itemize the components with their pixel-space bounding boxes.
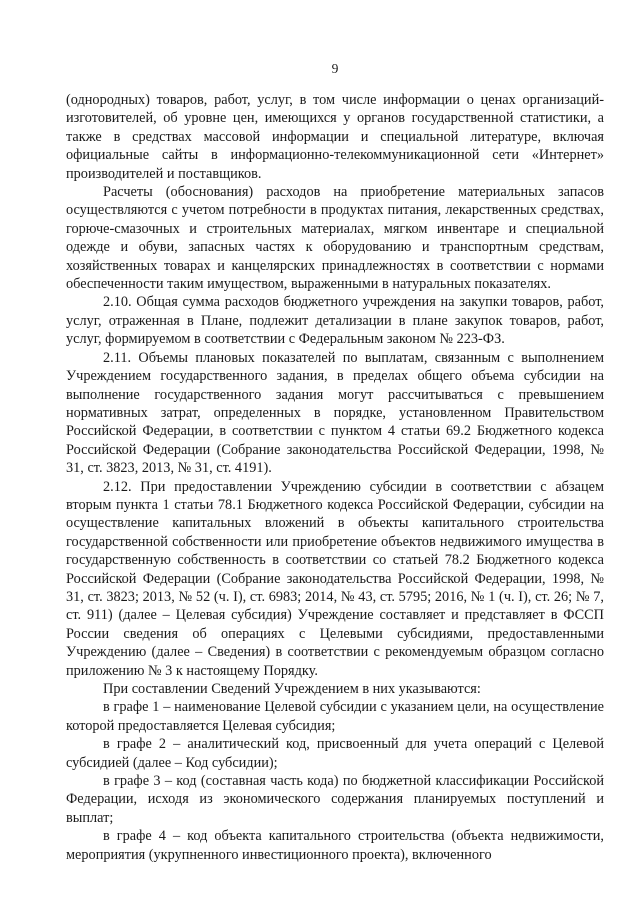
paragraph: Расчеты (обоснования) расходов на приобретение материальных запасов осуществляются с учетом потребности в продуктах питания, лекарственных средствах, горюче-смазочных и строительных материалах, мягком инвентаре и специальной одежде и обуви, запасных частях к оборудованию и транспортным средствам, хозяйственных товарах и канцелярских принадлежностях в соответствии с нормами обеспеченности таким имуществом, выраженными в натуральных показателях. <box>66 184 604 293</box>
paragraph: в графе 1 – наименование Целевой субсидии с указанием цели, на осуществление которой предоставляется Целевая субсидия; <box>66 699 604 734</box>
paragraph: в графе 3 – код (составная часть кода) по бюджетной классификации Российской Федерации, исходя из экономического содержания планируемых поступлений и выплат; <box>66 773 604 826</box>
paragraph: 2.10. Общая сумма расходов бюджетного учреждения на закупки товаров, работ, услуг, отраженная в Плане, подлежит детализации в плане закупок товаров, работ, услуг, формируемом в соответствии с Федеральным законом № 223-ФЗ. <box>66 294 604 348</box>
page-number: 9 <box>331 61 339 76</box>
paragraph: 2.11. Объемы плановых показателей по выплатам, связанным с выполнением Учреждением государственного задания, в пределах общего объема субсидии на выполнение государственного задания могут рассчитываться с превышением нормативных затрат, определенных в порядке, установленном Правительством Российской Федерации, в соответствии с пунктом 4 статьи 69.2 Бюджетного кодекса Российской Федерации (Собрание законодательства Российской Федерации, 1998, № 31, ст. 3823, 2013, № 31, ст. 4191). <box>66 349 604 477</box>
paragraph: в графе 4 – код объекта капитального строительства (объекта недвижимости, мероприятия (укрупненного инвестиционного проекта), включенного <box>66 828 604 863</box>
paragraph: (однородных) товаров, работ, услуг, в том числе информации о ценах организаций-изготовителей, об уровне цен, имеющихся у органов государственной статистики, а также в средствах массовой информации и специальной литературе, включая официальные сайты в информационно-телекоммуникационной сети «Интернет» производителей и поставщиков. <box>66 92 604 182</box>
paragraph: При составлении Сведений Учреждением в них указываются: <box>103 681 481 697</box>
paragraph: 2.12. При предоставлении Учреждению субсидии в соответствии с абзацем вторым пункта 1 статьи 78.1 Бюджетного кодекса Российской Федерации, субсидии на осуществление капитальных вложений в объекты капитального строительства государственной собственности или приобретение объектов недвижимого имущества в государственную собственность в соответствии со статьей 78.2 Бюджетного кодекса Российской Федерации (Собрание законодательства Российской Федерации, 1998, № 31, ст. 3823; 2013, № 52 (ч. I), ст. 6983; 2014, № 43, ст. 5795; 2016, № 1 (ч. I), ст. 26; № 7, ст. 911) (далее – Целевая субсидия) Учреждение составляет и представляет в ФССП России сведения об операциях с Целевыми субсидиями, предоставленными Учреждению (далее – Сведения) в соответствии с рекомендуемым образцом согласно приложению № 3 к настоящему Порядку. <box>66 478 604 679</box>
paragraph: в графе 2 – аналитический код, присвоенный для учета операций с Целевой субсидией (далее – Код субсидии); <box>66 736 604 771</box>
document-body <box>66 91 604 864</box>
